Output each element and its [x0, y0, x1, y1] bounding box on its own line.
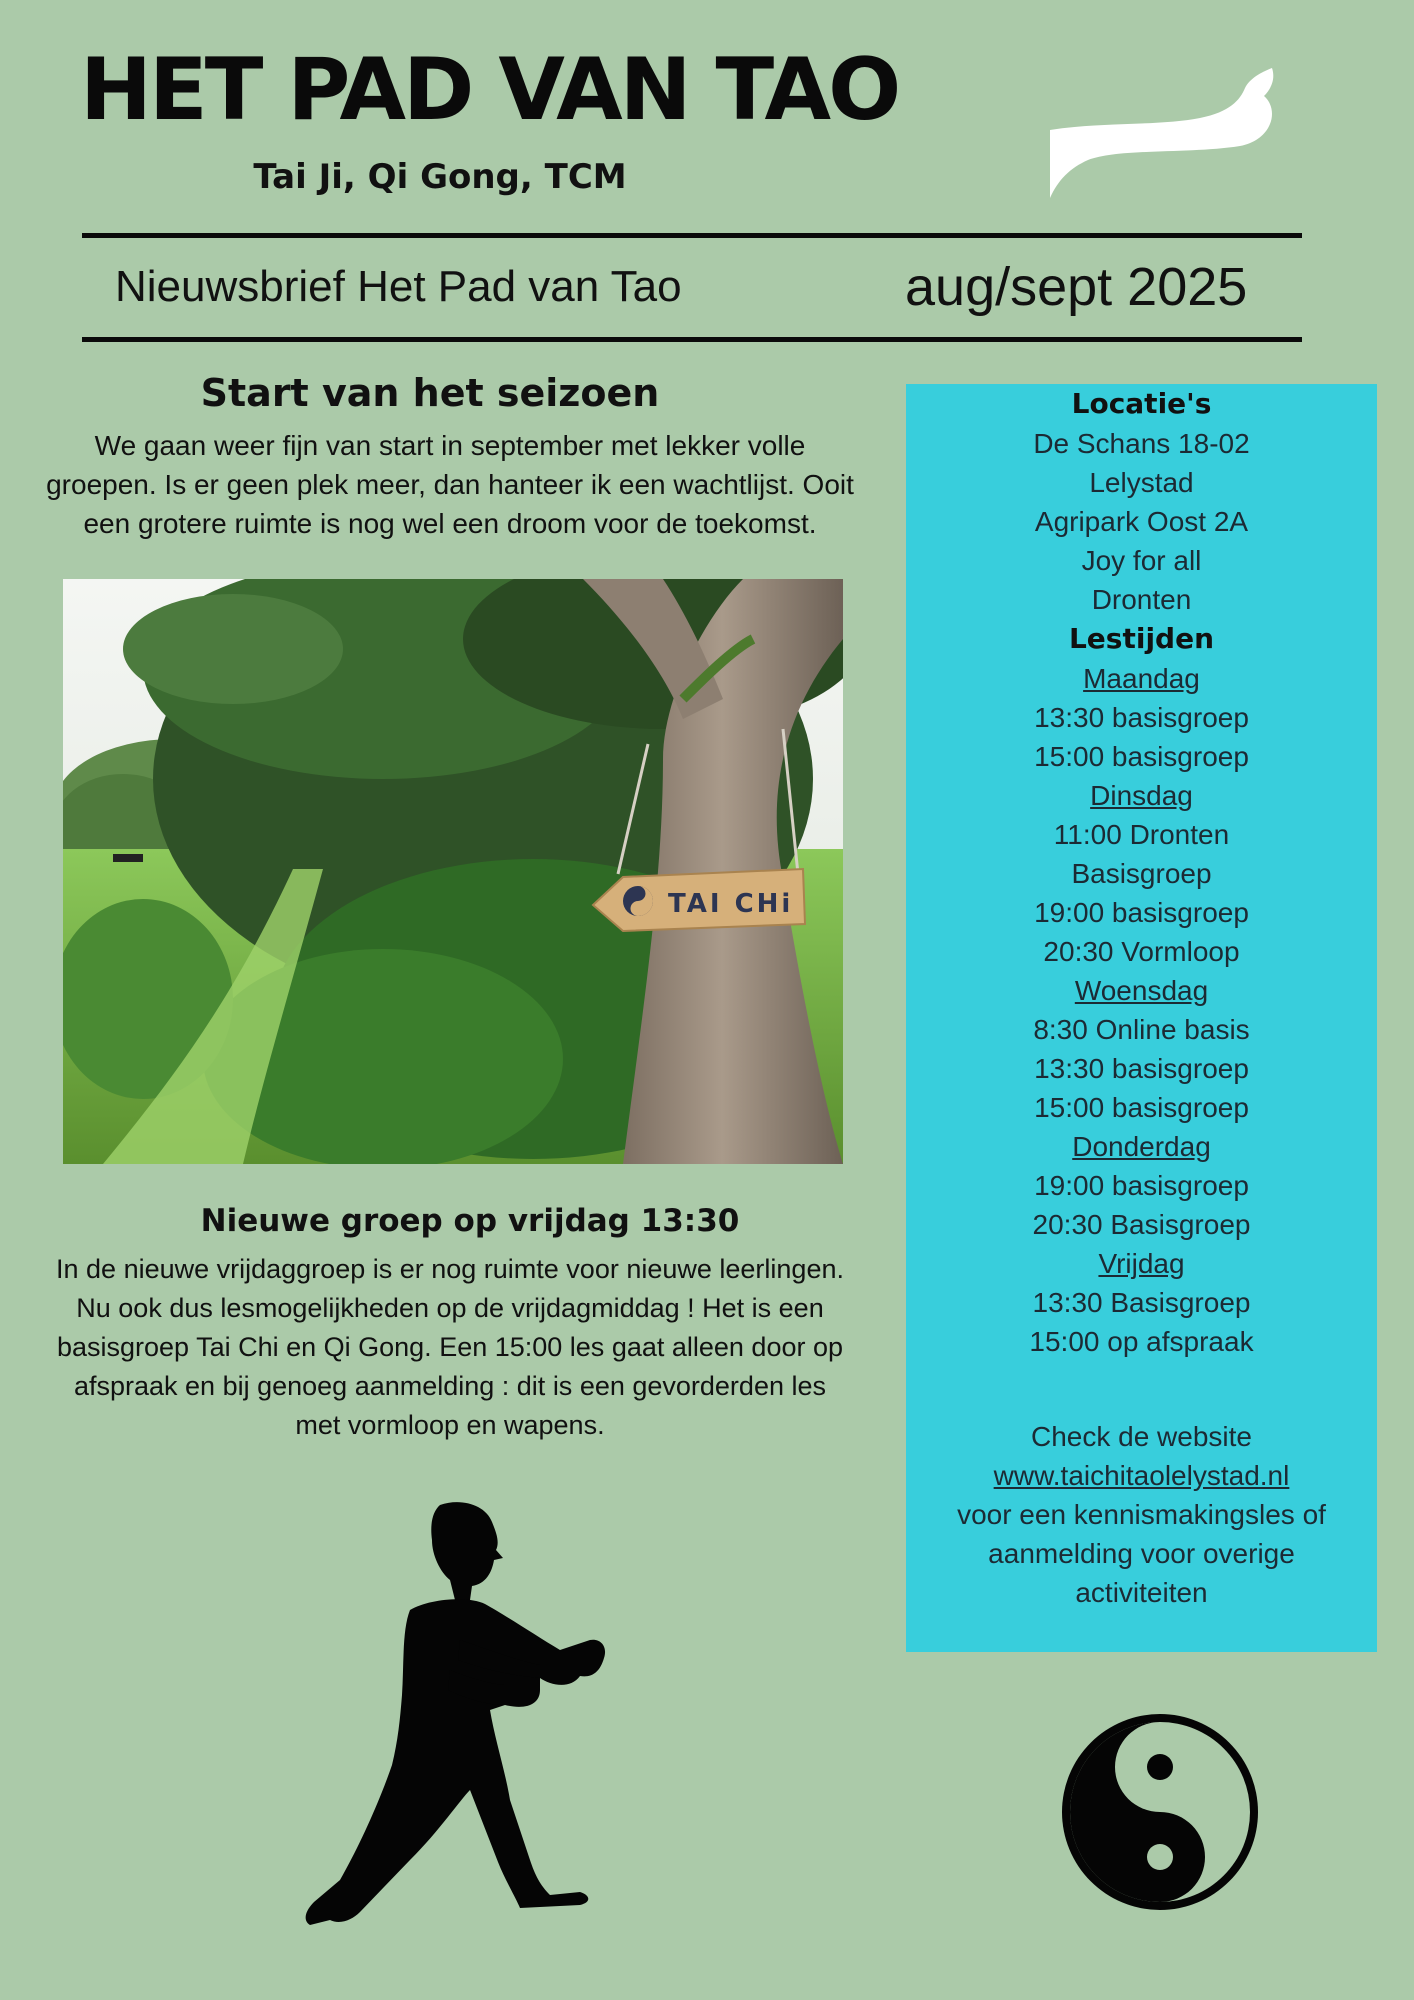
locations-heading: Locatie's [1071, 387, 1212, 420]
time-slot: 20:30 Basisgroep [1032, 1209, 1251, 1240]
time-slot: 15:00 basisgroep [1034, 1092, 1249, 1123]
page-title: HET PAD VAN TAO [80, 40, 899, 140]
time-slot: 19:00 basisgroep [1034, 1170, 1249, 1201]
sign-text: TAI CHi [668, 889, 794, 919]
yin-yang-icon [1060, 1712, 1260, 1912]
season-line: een grotere ruimte is nog wel een droom voor de toekomst. [83, 508, 817, 539]
header-rule-top [82, 233, 1302, 238]
page-subtitle: Tai Ji, Qi Gong, TCM [253, 157, 627, 197]
time-slot: 15:00 op afspraak [1029, 1326, 1254, 1357]
new-group-line: In de nieuwe vrijdaggroep is er nog ruimte voor nieuwe leerlingen. [56, 1254, 844, 1284]
tai-chi-figure [300, 1500, 640, 1930]
time-slot: 11:00 Dronten [1053, 819, 1230, 850]
season-heading: Start van het seizoen [200, 371, 660, 415]
time-slot: 8:30 Online basis [1033, 1014, 1250, 1045]
newsletter-edition: aug/sept 2025 [905, 257, 1248, 317]
newsletter-label: Nieuwsbrief Het Pad van Tao [115, 262, 682, 311]
brush-stroke-decoration [1040, 60, 1280, 205]
time-slot: 15:00 basisgroep [1034, 741, 1249, 772]
season-text [20, 426, 880, 543]
day-label: Woensdag [1074, 975, 1209, 1006]
day-label: Vrijdag [1098, 1248, 1185, 1279]
website-outro-line: activiteiten [1075, 1577, 1208, 1608]
time-slot: Basisgroep [1071, 858, 1212, 889]
website-intro: Check de website [1030, 1421, 1252, 1452]
day-label: Donderdag [1072, 1131, 1211, 1162]
time-slot: 13:30 basisgroep [1034, 1053, 1249, 1084]
time-slot: 13:30 Basisgroep [1032, 1287, 1251, 1318]
time-slot: 20:30 Vormloop [1043, 936, 1240, 967]
time-slot: 19:00 basisgroep [1034, 897, 1249, 928]
time-slot: 13:30 basisgroep [1034, 702, 1249, 733]
location-line: Joy for all [1081, 545, 1202, 576]
times-heading: Lestijden [1068, 622, 1215, 655]
new-group-line: basisgroep Tai Chi en Qi Gong. Een 15:00 les gaat alleen door op [56, 1332, 844, 1362]
new-group-line: afspraak en bij genoeg aanmelding : dit is een gevorderden les [73, 1371, 826, 1401]
location-line: De Schans 18-02 [1033, 428, 1250, 459]
website-outro-line: aanmelding voor overige [988, 1538, 1295, 1569]
season-line: groepen. Is er geen plek meer, dan hanteer ik een wachtlijst. Ooit [46, 469, 854, 500]
day-label: Dinsdag [1090, 780, 1193, 811]
location-line: Dronten [1091, 584, 1192, 615]
day-label: Maandag [1083, 663, 1200, 694]
location-line: Lelystad [1089, 467, 1194, 498]
season-line: We gaan weer fijn van start in september met lekker volle [94, 430, 806, 461]
location-line: Agripark Oost 2A [1034, 506, 1249, 537]
new-group-line: Nu ook dus lesmogelijkheden op de vrijdagmiddag ! Het is een [76, 1293, 824, 1323]
website-outro-line: voor een kennismakingsles of [957, 1499, 1326, 1530]
website-link[interactable]: www.taichitaolelystad.nl [993, 1460, 1290, 1491]
info-sidebar [906, 384, 1377, 1652]
new-group-text [10, 1250, 890, 1445]
new-group-line: met vormloop en wapens. [295, 1410, 605, 1440]
new-group-heading: Nieuwe groep op vrijdag 13:30 [200, 1203, 740, 1239]
tai-chi-sign-photo [63, 579, 843, 1164]
yin-yang-sign-icon [623, 886, 653, 916]
header-rule-bottom [82, 337, 1302, 342]
